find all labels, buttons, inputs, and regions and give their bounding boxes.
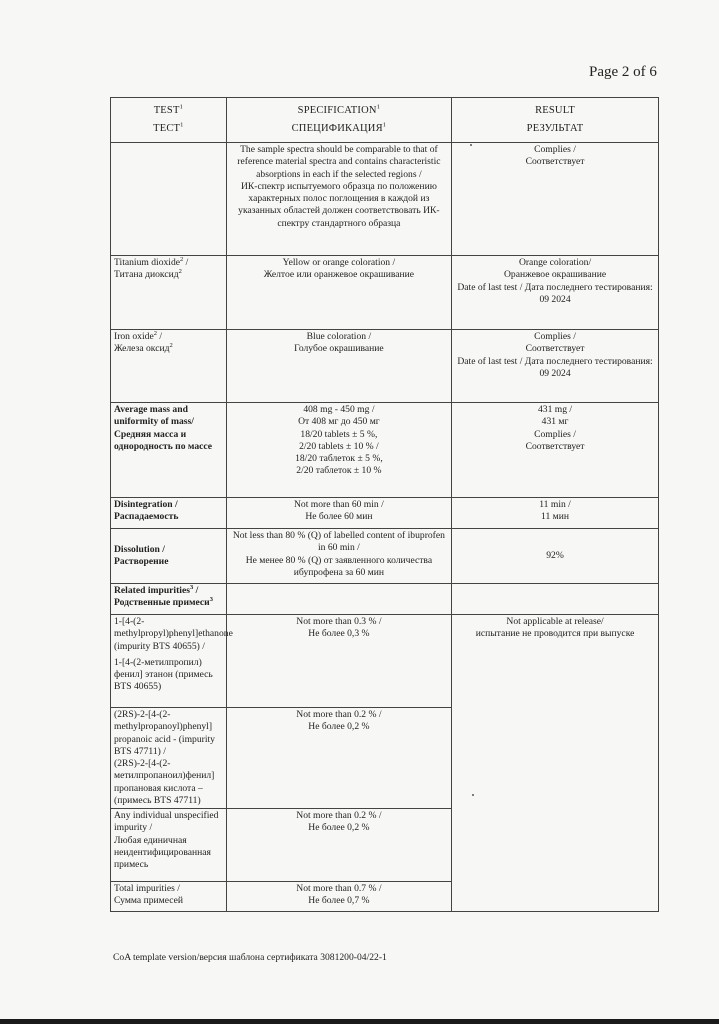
spec-cell: Not more than 0.2 % / Не более 0,2 % (226, 809, 451, 882)
result-cell: Orange coloration/ Оранжевое окрашивание Date of last test / Дата последнего тестирования: 09 2024 (452, 256, 659, 330)
test-cell: Related impurities$^3$ / Родственные примеси$^3$ (111, 584, 227, 615)
spec-cell: Blue coloration / Голубое окрашивание (226, 330, 451, 403)
spec-cell: Not more than 0.2 % / Не более 0,2 % (226, 708, 451, 809)
table-row (111, 498, 659, 529)
result-cell: 11 min / 11 мин (452, 498, 659, 529)
spec-cell: Not more than 0.3 % / Не более 0,3 % (226, 615, 451, 708)
header-specification: SPECIFICATION$^1$ СПЕЦИФИКАЦИЯ$^1$ (226, 98, 451, 143)
scan-edge (0, 1019, 719, 1024)
result-cell: Complies / Соответствует Date of last test / Дата последнего тестирования: 09 2024 (452, 330, 659, 403)
spec-cell: 408 mg - 450 mg / От 408 мг до 450 мг 18/20 tablets ± 5 %, 2/20 tablets ± 10 % / 18/20 таблеток ± 5 %, 2/20 таблеток ± 10 % (226, 403, 451, 498)
result-cell: Complies / Соответствует (452, 143, 659, 256)
header-result: RESULT РЕЗУЛЬТАТ (452, 98, 659, 143)
test-cell: Average mass and uniformity of mass/ Средняя масса и однородность по массе (111, 403, 227, 498)
test-cell: Total impurities / Сумма примесей (111, 882, 227, 912)
spec-cell: Not less than 80 % (Q) of labelled content of ibuprofen in 60 min / Не менее 80 % (Q) от заявленного количества ибупрофена за 60 мин (226, 529, 451, 584)
test-cell: Dissolution / Растворение (111, 529, 227, 584)
table-row (111, 256, 659, 330)
spec-cell: Not more than 0.7 % / Не более 0,7 % (226, 882, 451, 912)
test-cell: Titanium dioxide$^2$ / Титана диоксид$^2$ (111, 256, 227, 330)
test-cell: Disintegration / Распадаемость (111, 498, 227, 529)
coa-results-table (110, 97, 659, 912)
test-cell: 1-[4-(2-methylpropyl)phenyl]ethanone (impurity BTS 40655) / 1-[4-(2-метилпропил) фенил] этанон (примесь BTS 40655) (111, 615, 227, 708)
header-test: TEST$^1$ ТЕСТ$^1$ (111, 98, 227, 143)
result-cell: 92% (452, 529, 659, 584)
result-cell: 431 mg / 431 мг Complies / Соответствует (452, 403, 659, 498)
table-row (111, 143, 659, 256)
test-cell (111, 143, 227, 256)
test-cell: (2RS)-2-[4-(2-methylpropanoyl)phenyl] propanoic acid - (impurity BTS 47711) / (2RS)-2-[4-(2-метилпропаноил)фенил] пропановая кислота – (примесь BTS 47711) (111, 708, 227, 809)
table-row (111, 584, 659, 615)
table-row (111, 615, 659, 708)
result-cell (452, 584, 659, 615)
table-header-row (111, 98, 659, 143)
scan-speck (472, 794, 474, 796)
spec-cell: The sample spectra should be comparable to that of reference material spectra and contains characteristic absorptions in each if the selected regions / ИК-спектр испытуемого образца по положению характерных полос поглощения в каждой из указанных областей должен соответствовать ИК-спектру стандартного образца (226, 143, 451, 256)
test-cell: Any individual unspecified impurity / Любая единичная неидентифицированная примесь (111, 809, 227, 882)
table-row (111, 330, 659, 403)
template-version-footer: CoA template version/версия шаблона сертификата 3081200-04/22-1 (113, 952, 387, 963)
spec-cell (226, 584, 451, 615)
page-number: Page 2 of 6 (589, 64, 657, 80)
test-cell: Iron oxide$^2$ / Железа оксид$^2$ (111, 330, 227, 403)
table-row (111, 403, 659, 498)
scan-speck (470, 144, 472, 146)
spec-cell: Not more than 60 min / Не более 60 мин (226, 498, 451, 529)
table-row (111, 529, 659, 584)
spec-cell: Yellow or orange coloration / Желтое или оранжевое окрашивание (226, 256, 451, 330)
result-cell: Not applicable at release/ испытание не проводится при выпуске (452, 615, 659, 912)
